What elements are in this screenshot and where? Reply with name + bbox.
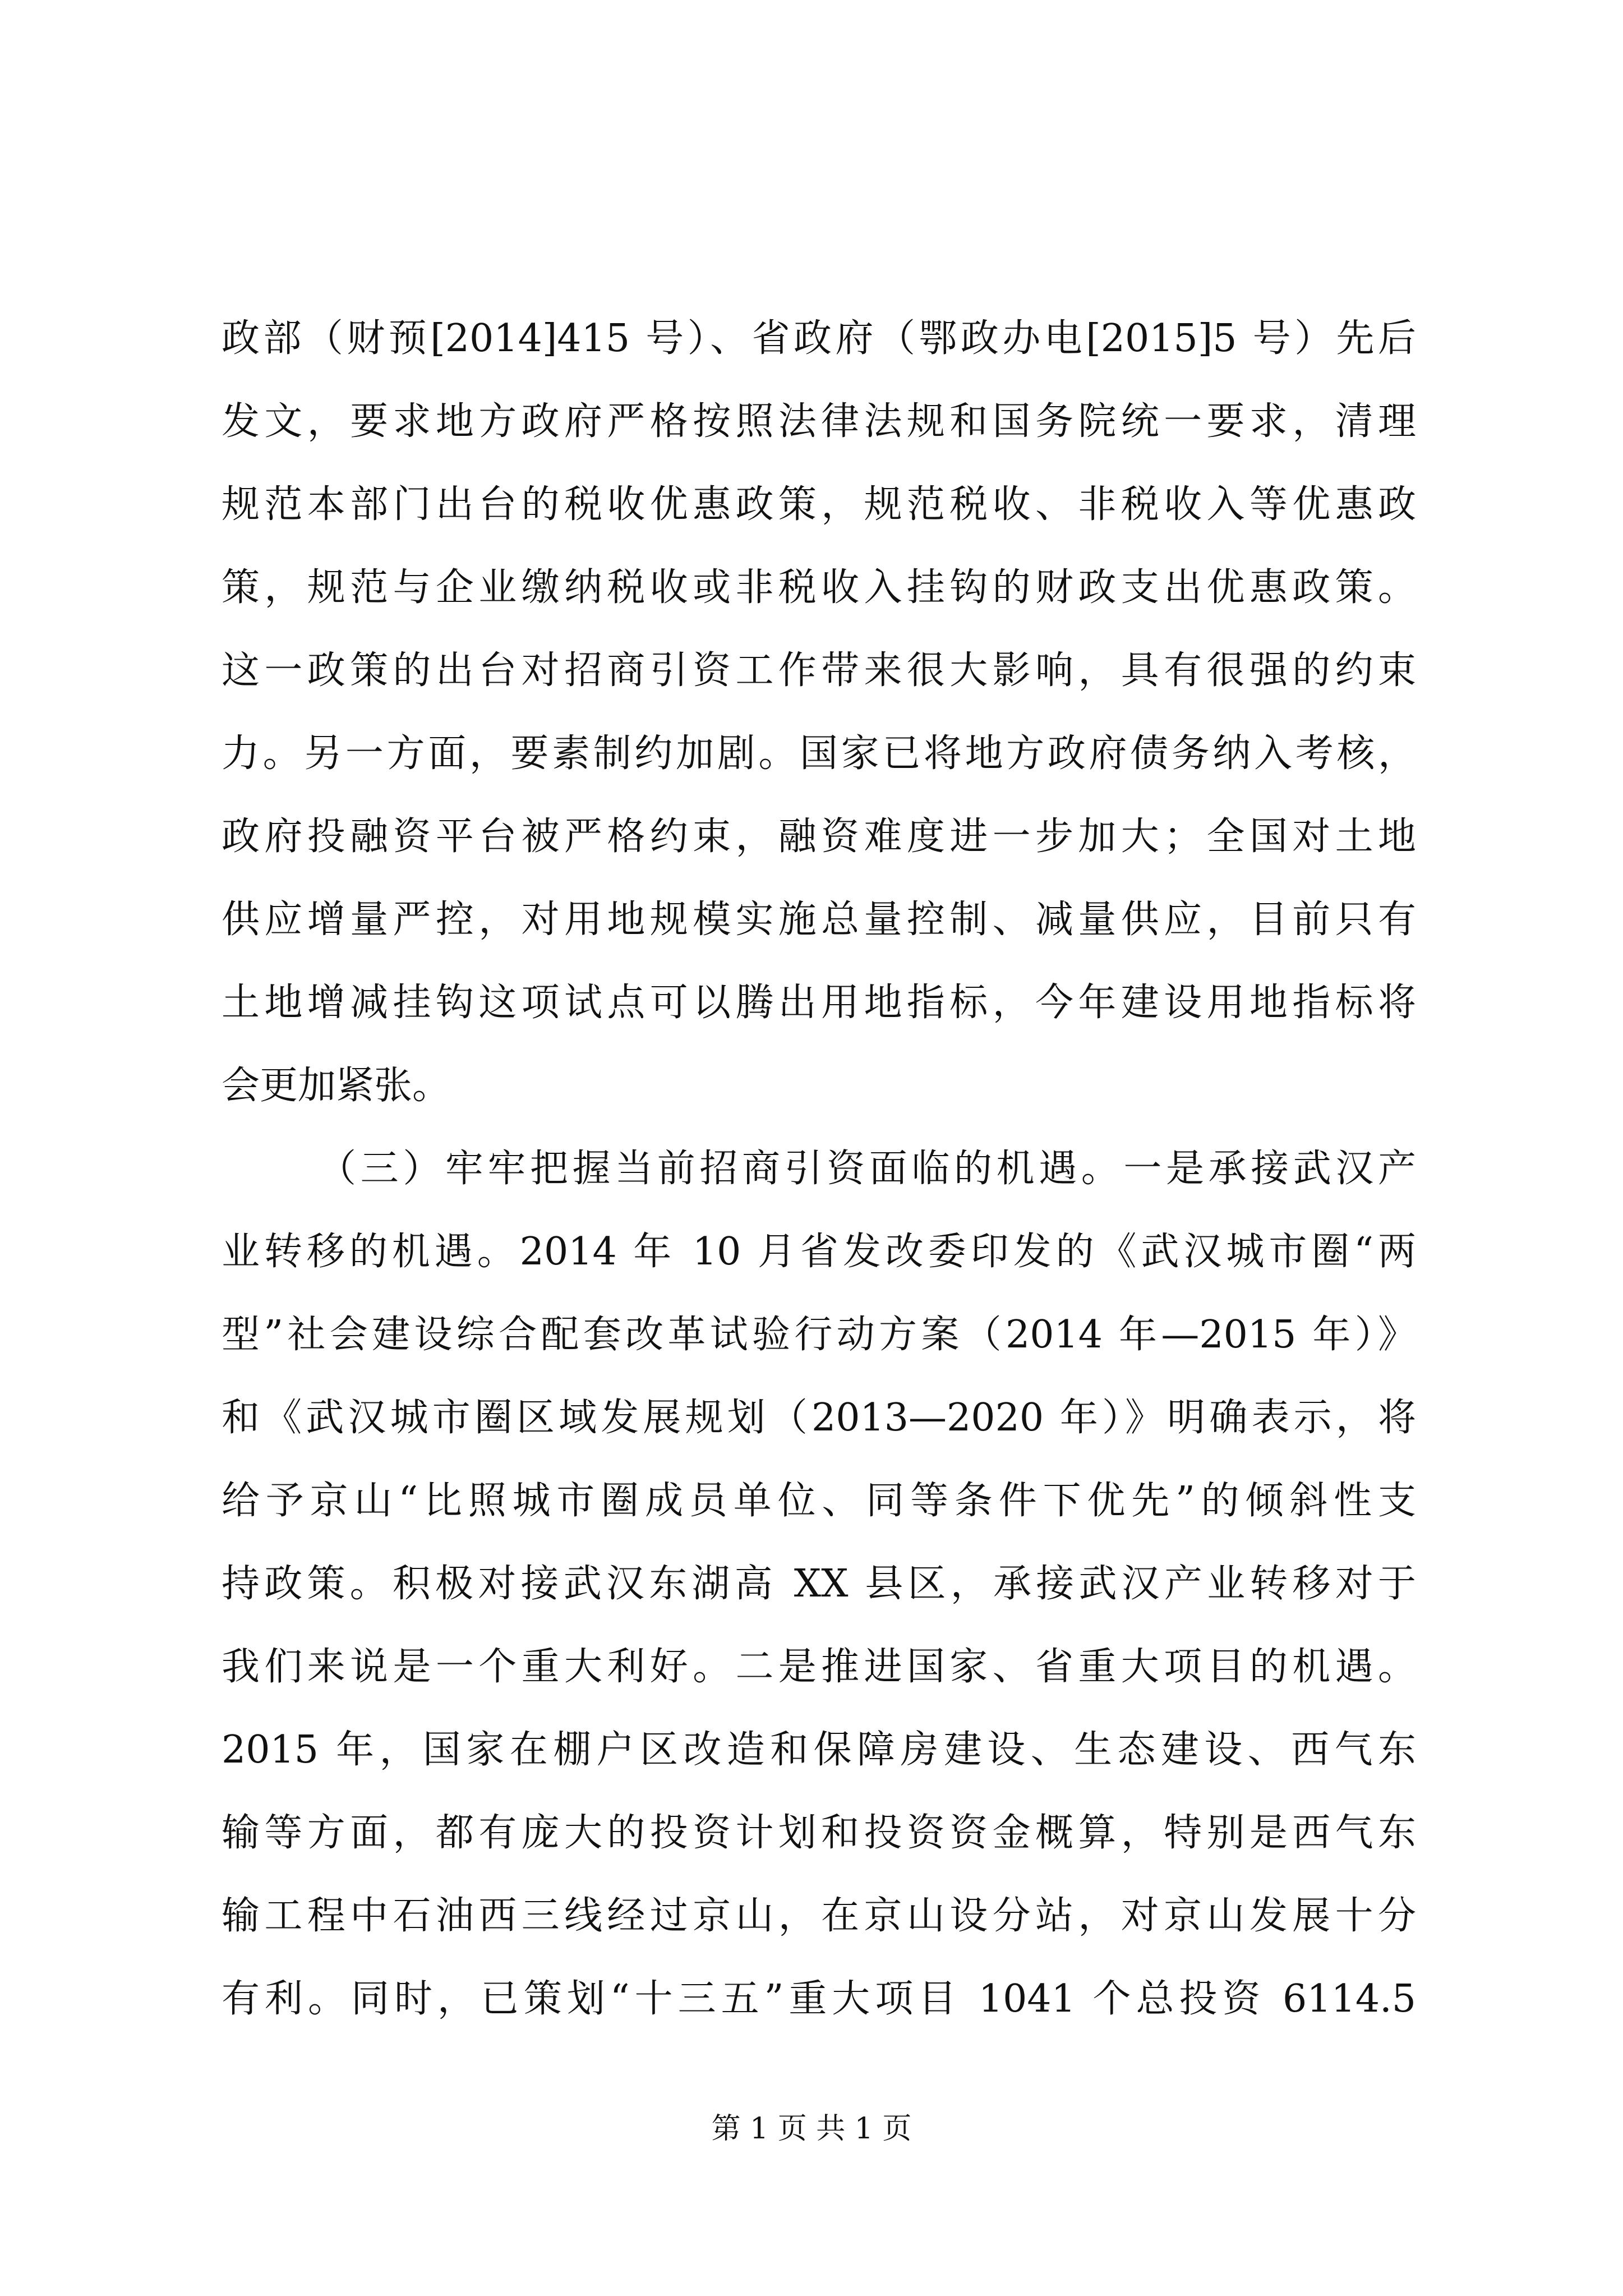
text-line: 政部（财预[2014]415 号）、省政府（鄂政办电[2015]5 号）先后 xyxy=(222,316,1416,361)
text-line: 供应增量严控，对用地规模实施总量控制、减量供应，目前只有 xyxy=(222,898,1416,942)
text-line: 输工程中石油西三线经过京山，在京山设分站，对京山发展十分 xyxy=(222,1894,1416,1938)
page-footer: 第 1 页 共 1 页 xyxy=(711,2112,912,2146)
text-line: 输等方面，都有庞大的投资计划和投资资金概算，特别是西气东 xyxy=(222,1811,1416,1855)
text-line: 这一政策的出台对招商引资工作带来很大影响，具有很强的约束 xyxy=(222,648,1416,693)
text-line: 策，规范与企业缴纳税收或非税收入挂钩的财政支出优惠政策。 xyxy=(222,565,1416,610)
text-line: 给予京山“比照城市圈成员单位、同等条件下优先”的倾斜性支 xyxy=(222,1479,1416,1523)
text-line: 我们来说是一个重大利好。二是推进国家、省重大项目的机遇。 xyxy=(222,1645,1416,1689)
text-line: 土地增减挂钩这项试点可以腾出用地指标，今年建设用地指标将 xyxy=(222,981,1416,1025)
text-line: 发文，要求地方政府严格按照法律法规和国务院统一要求，清理 xyxy=(222,399,1416,444)
text-line: 有利。同时，已策划“十三五”重大项目 1041 个总投资 6114.5 xyxy=(222,1977,1416,2021)
text-line: 力。另一方面，要素制约加剧。国家已将地方政府债务纳入考核， xyxy=(222,731,1416,776)
text-line: 2015 年，国家在棚户区改造和保障房建设、生态建设、西气东 xyxy=(222,1728,1416,1772)
section-heading-line: （三）牢牢把握当前招商引资面临的机遇。一是承接武汉产 xyxy=(318,1147,1416,1191)
paragraph-end-line: 会更加紧张。 xyxy=(222,1064,451,1108)
body-text xyxy=(222,297,1416,2041)
text-line: 政府投融资平台被严格约束，融资难度进一步加大；全国对土地 xyxy=(222,815,1416,859)
text-line: 和《武汉城市圈区域发展规划（2013—2020 年）》明确表示，将 xyxy=(222,1396,1416,1440)
text-line: 型”社会建设综合配套改革试验行动方案（2014 年—2015 年）》 xyxy=(222,1313,1416,1357)
text-line: 规范本部门出台的税收优惠政策，规范税收、非税收入等优惠政 xyxy=(222,482,1416,527)
text-line: 持政策。积极对接武汉东湖高 XX 县区，承接武汉产业转移对于 xyxy=(222,1562,1416,1606)
text-line: 业转移的机遇。2014 年 10 月省发改委印发的《武汉城市圈“两 xyxy=(222,1230,1416,1274)
